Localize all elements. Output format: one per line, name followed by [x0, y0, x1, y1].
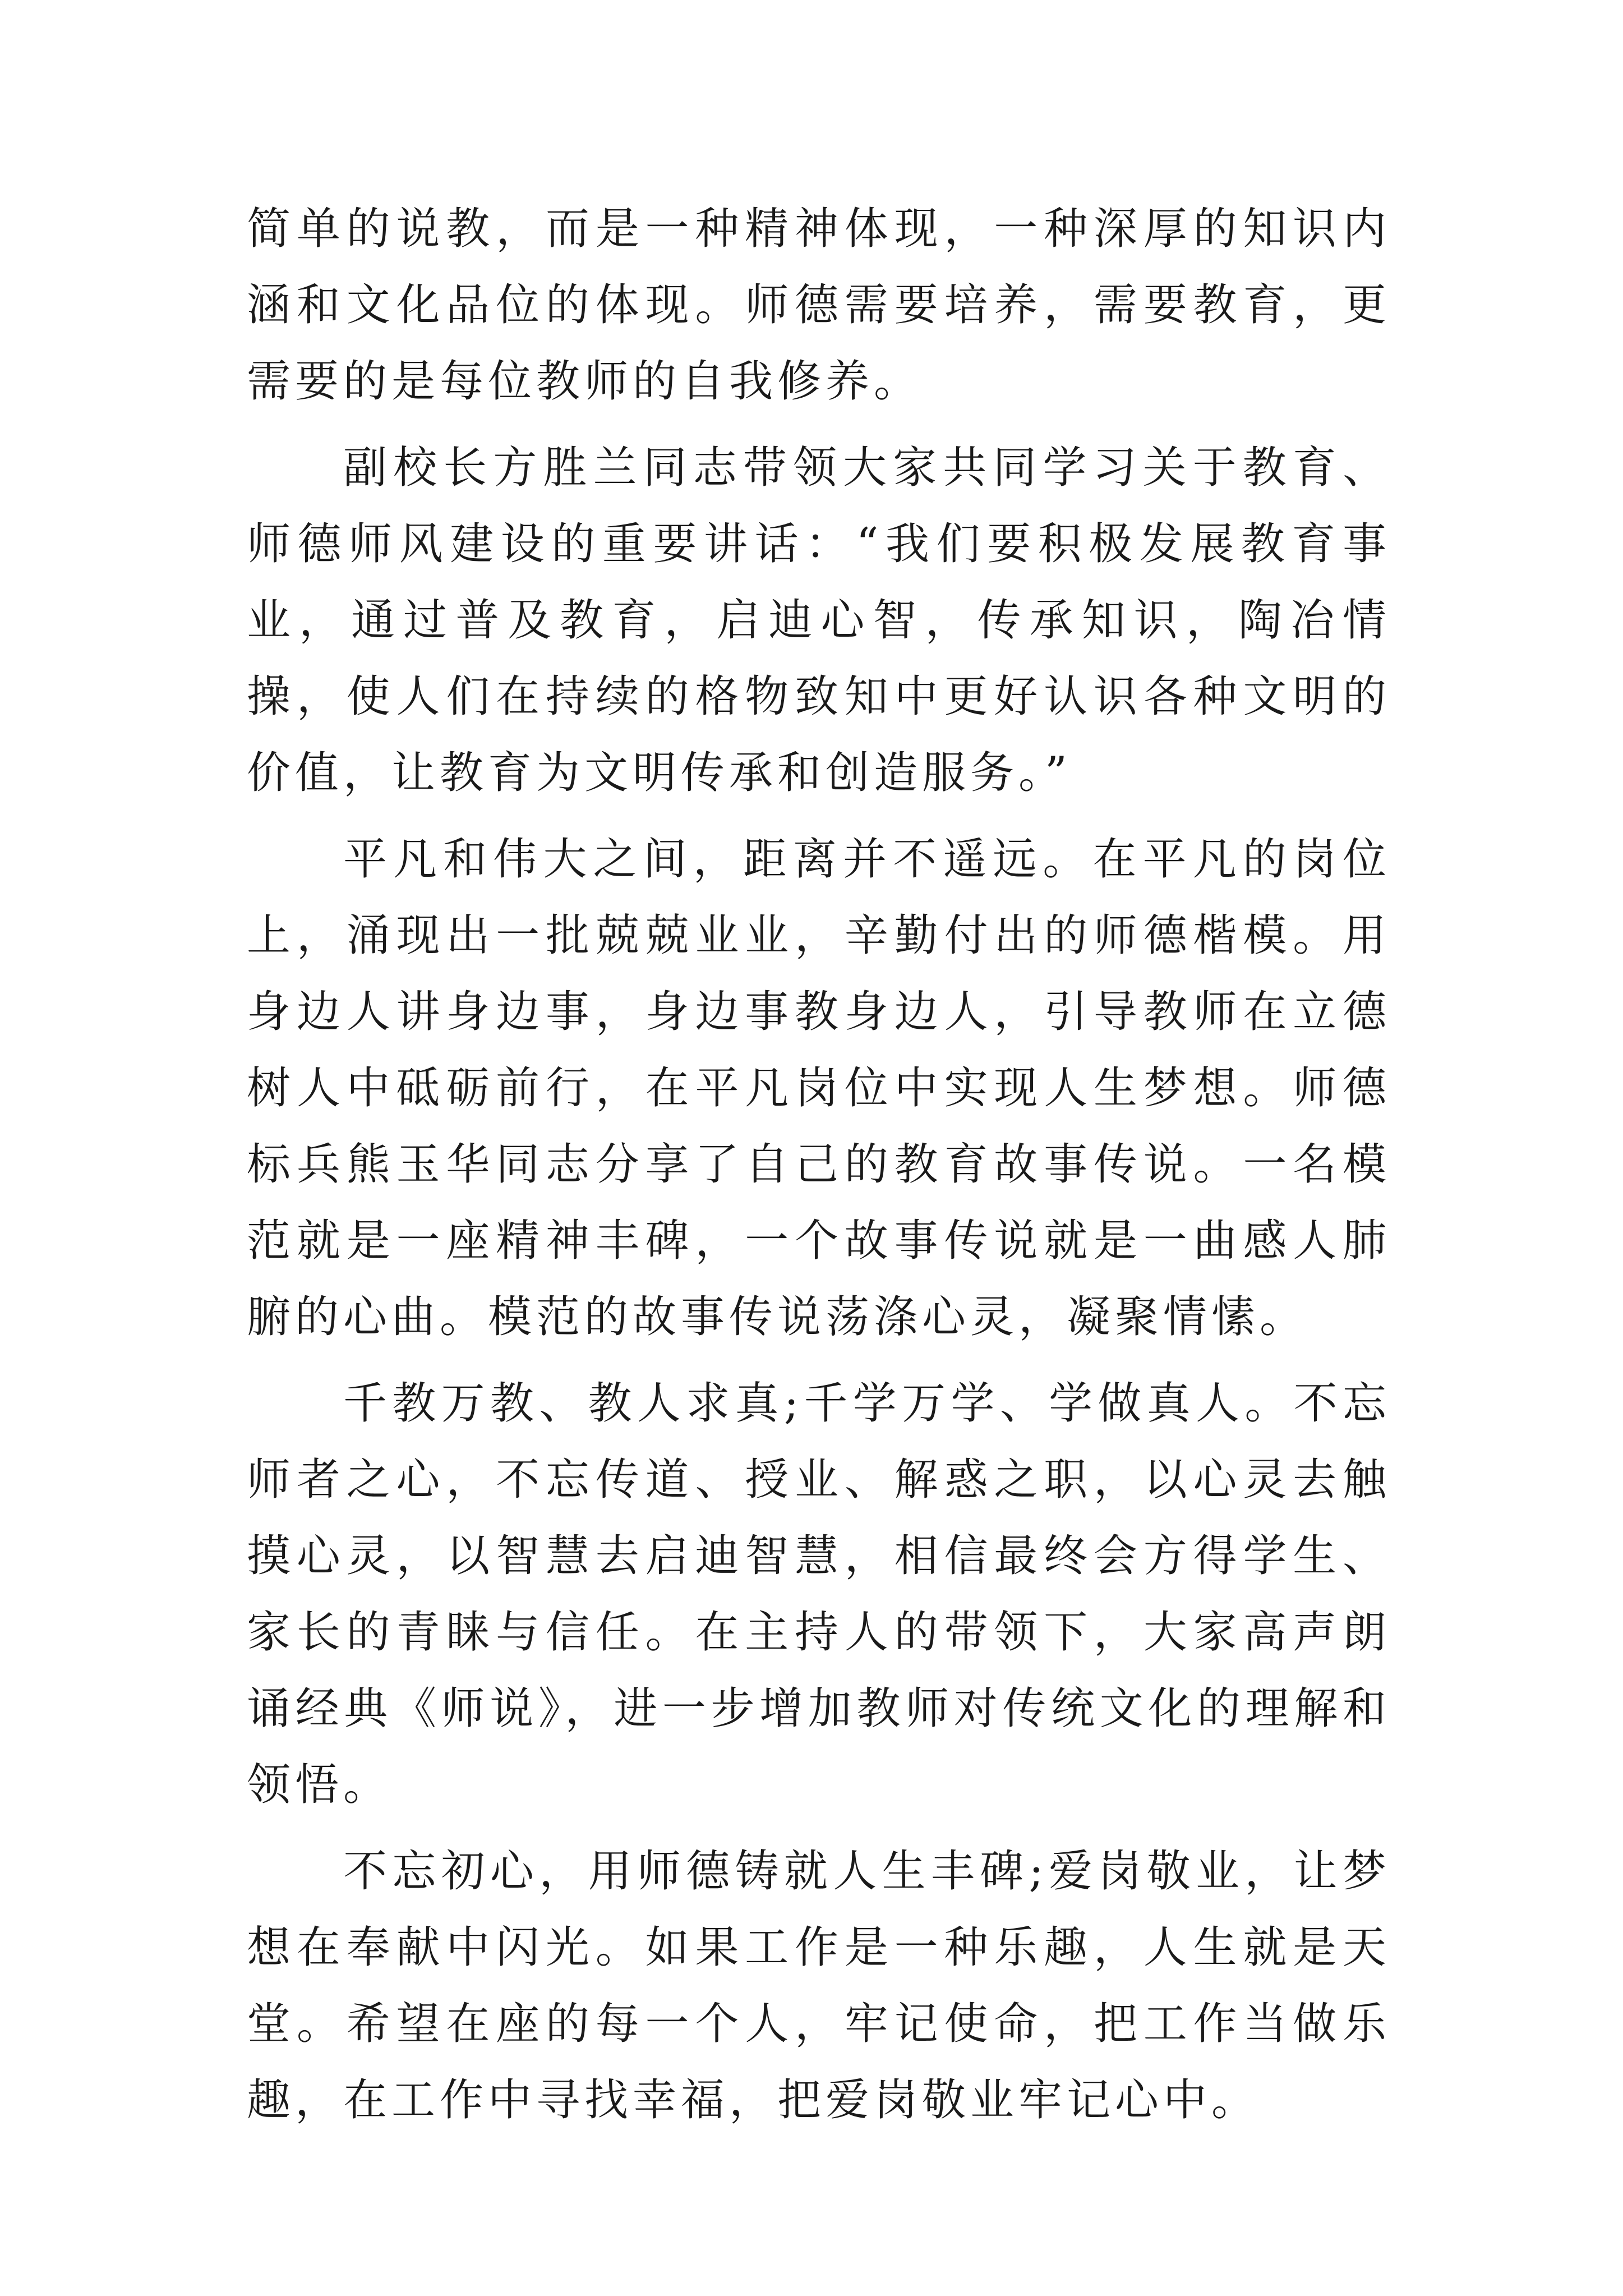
- paragraph-closing: 不忘初心，用师德铸就人生丰碑;爱岗敬业，让梦想在奉献中闪光。如果工作是一种乐趣，人生就是天堂。希望在座的每一个人，牢记使命，把工作当做乐趣，在工作中寻找幸福，把爱岗敬业牢记心中。: [247, 1846, 1391, 2125]
- document-body: [247, 191, 1391, 2138]
- paragraph-speech-study: 副校长方胜兰同志带领大家共同学习关于教育、师德师风建设的重要讲话：“我们要积极发展教育事业，通过普及教育，启迪心智，传承知识，陶冶情操，使人们在持续的格物致知中更好认识各种文明的价值，让教育为文明传承和创造服务。”: [247, 443, 1391, 798]
- paragraph-continuation: 简单的说教，而是一种精神体现，一种深厚的知识内涵和文化品位的体现。师德需要培养，需要教育，更需要的是每位教师的自我修养。: [247, 204, 1391, 407]
- paragraph-role-models: 平凡和伟大之间，距离并不遥远。在平凡的岗位上，涌现出一批兢兢业业，辛勤付出的师德楷模。用身边人讲身边事，身边事教身边人，引导教师在立德树人中砥砺前行，在平凡岗位中实现人生梦想。师德标兵熊玉华同志分享了自己的教育故事传说。一名模范就是一座精神丰碑，一个故事传说就是一曲感人肺腑的心曲。模范的故事传说荡涤心灵，凝聚情愫。: [247, 834, 1391, 1342]
- paragraph-teacher-heart: 千教万教、教人求真;千学万学、学做真人。不忘师者之心，不忘传道、授业、解惑之职，以心灵去触摸心灵，以智慧去启迪智慧，相信最终会方得学生、家长的青睐与信任。在主持人的带领下，大家高声朗诵经典《师说》，进一步增加教师对传统文化的理解和领悟。: [247, 1378, 1391, 1810]
